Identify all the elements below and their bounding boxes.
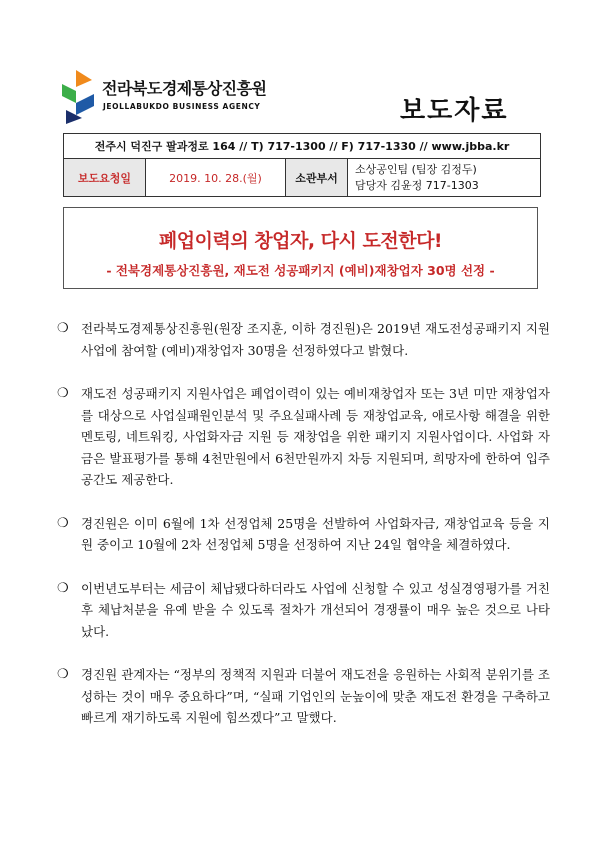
department-team: 소상공인팀 (팀장 김정두) [355,162,477,176]
request-date-value: 2019. 10. 28.(월) [146,159,286,197]
headline-subtitle: - 전북경제통상진흥원, 재도전 성공패키지 (예비)재창업자 30명 선정 - [106,263,495,278]
paragraph-text: 전라북도경제통상진흥원(원장 조지훈, 이하 경진원)은 2019년 재도전성공패키지 지원사업에 참여할 (예비)재창업자 30명을 선정하였다고 밝혔다. [81,321,550,358]
bullet-icon: ❍ [57,386,69,401]
contact-info-table [63,133,541,197]
agency-logo-icon [62,70,96,124]
department-contact: 담당자 김윤정 717-1303 [355,178,479,192]
department-label: 소관부서 [286,159,348,197]
paragraph [55,513,550,556]
request-date-label: 보도요청일 [64,159,146,197]
bullet-icon: ❍ [57,580,69,596]
org-name-ko: 전라북도경제통상진흥원 [102,79,267,98]
org-name-en: JEOLLABUKDO BUSINESS AGENCY [103,102,261,111]
address-line: 전주시 덕진구 팔과정로 164 // T) 717-1300 // F) 717-1330 // www.jbba.kr [64,134,541,159]
department-info [348,159,541,197]
bullet-icon: ❍ [57,515,69,531]
paragraph-text: 재도전 성공패키지 지원사업은 폐업이력이 있는 예비재창업자 또는 3년 미만 재창업자를 대상으로 사업실패원인분석 및 주요실패사례 등 재창업교육, 애로사항 해결을 위한 멘토링, 네트워킹, 사업화자금 지원 등 재창업을 위한 패키지 지원사업이다. 사업화 자금은 발표평가를 통해 4천만원에서 6천만원까지 차등 지원되며, 희망자에 한하여 입주공간도 제공한다. [81,386,550,487]
letterhead [62,70,542,132]
paragraph [55,383,550,491]
paragraph [55,664,550,729]
paragraph-text: 경진원은 이미 6월에 1차 선정업체 25명을 선발하여 사업화자금, 재창업교육 등을 지원 중이고 10월에 2차 선정업체 5명을 선정하여 지난 24일 협약을 체결하였다. [81,515,550,552]
paragraph [55,578,550,643]
headline-box [63,207,538,289]
paragraph-text: 이번년도부터는 세금이 체납됐다하더라도 사업에 신청할 수 있고 성실경영평가를 거친 후 체납처분을 유예 받을 수 있도록 절차가 개선되어 경쟁률이 매우 높은 것으로 나타났다. [81,580,550,639]
document-type-title: 보도자료 [400,96,509,126]
bullet-icon: ❍ [57,667,69,682]
paragraph-text: 경진원 관계자는 “정부의 정책적 지원과 더불어 재도전을 응원하는 사회적 분위기를 조성하는 것이 매우 중요하다”며, “실패 기업인의 눈높이에 맞춘 재도전 환경을 구축하고 빠르게 재기하도록 지원에 힘쓰겠다”고 말했다. [81,667,550,725]
bullet-icon: ❍ [57,321,69,336]
paragraph [55,318,550,361]
headline-title: 폐업이력의 창업자, 다시 도전한다! [158,230,443,252]
article-body [55,318,550,751]
